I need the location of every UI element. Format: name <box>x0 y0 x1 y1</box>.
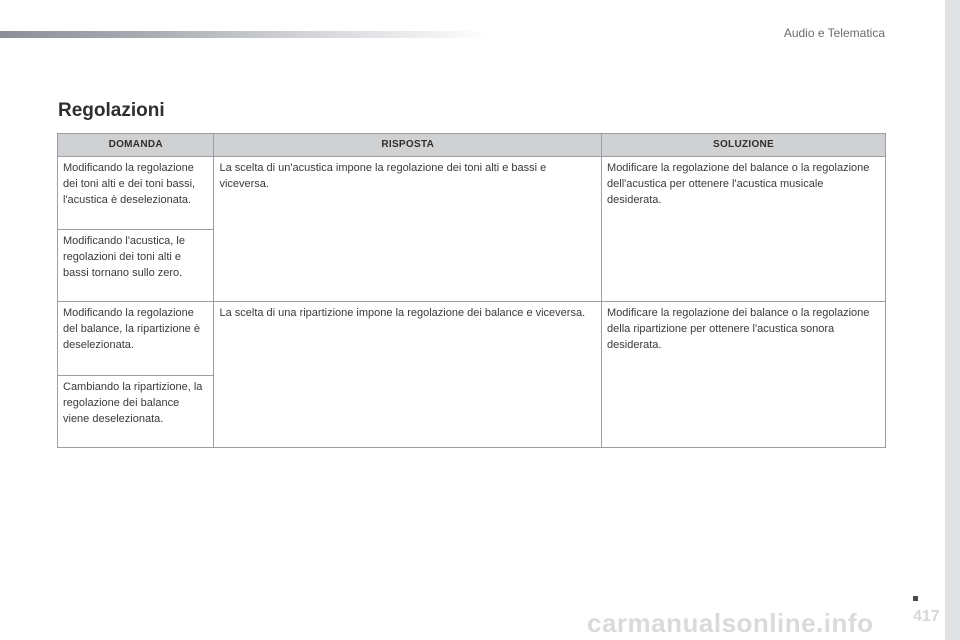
question-cell: Modificando la regolazione dei toni alti e dei toni bassi, l'acustica è deselezionata. <box>58 157 214 230</box>
table-row <box>58 302 886 376</box>
solution-cell: Modificare la regolazione del balance o la regolazione dell'acustica per ottenere l'acustica musicale desiderata. <box>602 157 886 302</box>
page-marker-icon <box>913 596 918 601</box>
question-cell: Modificando la regolazione del balance, la ripartizione è deselezionata. <box>58 302 214 376</box>
table-header-row <box>58 134 886 157</box>
page-number: 417 <box>913 608 940 625</box>
column-header-domanda: DOMANDA <box>58 134 214 157</box>
troubleshooting-table <box>57 133 886 448</box>
answer-cell: La scelta di una ripartizione impone la regolazione dei balance e viceversa. <box>214 302 602 448</box>
header-gradient-bar <box>0 31 490 38</box>
section-title: Audio e Telematica <box>783 26 885 40</box>
solution-cell: Modificare la regolazione dei balance o la regolazione della ripartizione per ottenere l'acustica sonora desiderata. <box>602 302 886 448</box>
page-edge-strip <box>945 0 960 640</box>
question-cell: Modificando l'acustica, le regolazioni dei toni alti e bassi tornano sullo zero. <box>58 230 214 302</box>
answer-cell: La scelta di un'acustica impone la regolazione dei toni alti e bassi e viceversa. <box>214 157 602 302</box>
page-title: Regolazioni <box>58 100 165 121</box>
question-cell: Cambiando la ripartizione, la regolazione dei balance viene deselezionata. <box>58 376 214 448</box>
table-row <box>58 157 886 230</box>
watermark: carmanualsonline.info <box>587 608 874 638</box>
column-header-soluzione: SOLUZIONE <box>602 134 886 157</box>
column-header-risposta: RISPOSTA <box>214 134 602 157</box>
